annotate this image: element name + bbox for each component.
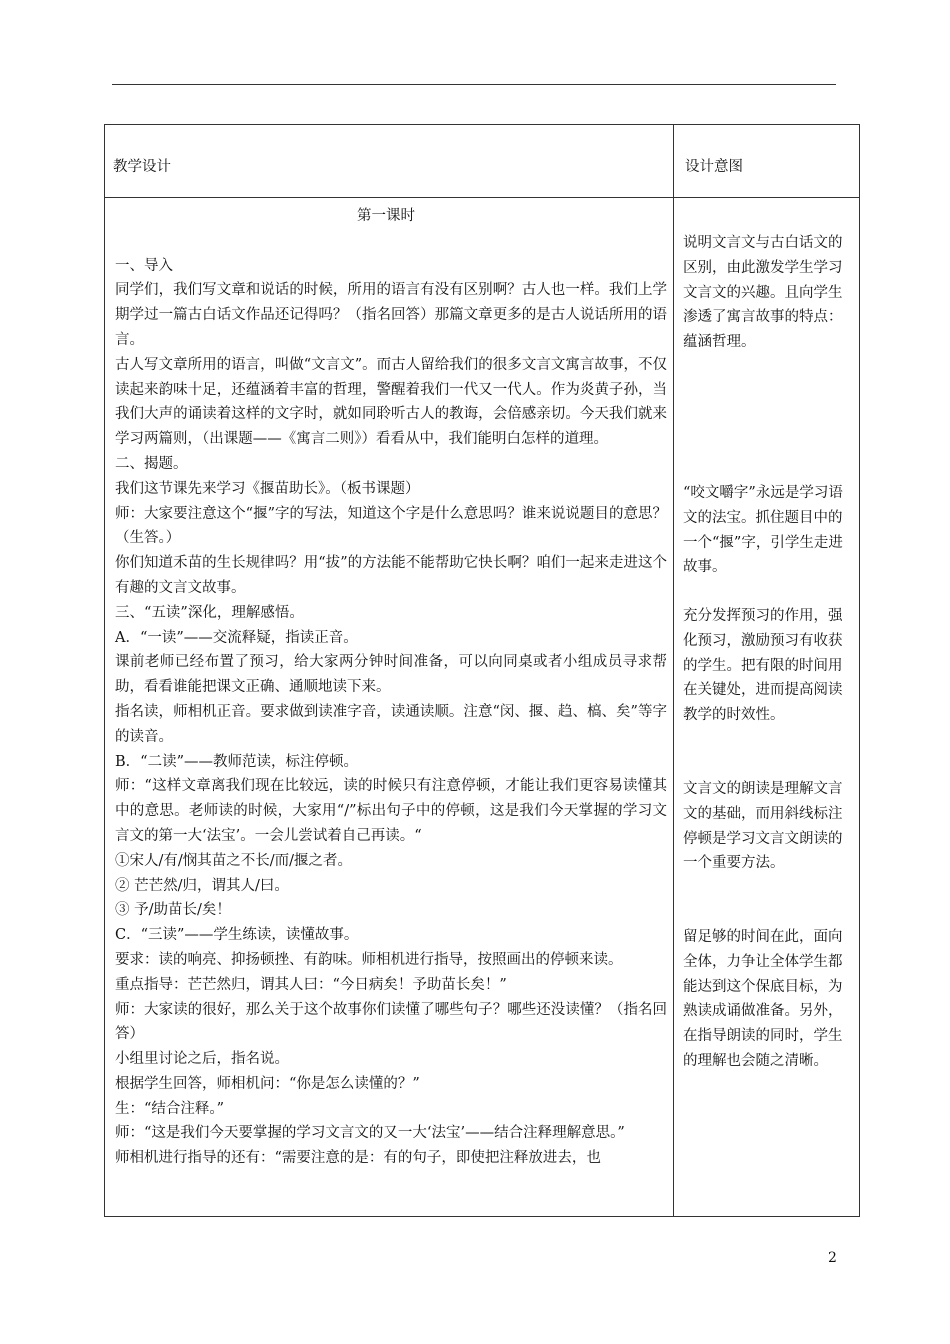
paragraph: 师：“这样文章离我们现在比较远，读的时候只有注意停顿，才能让我们更容易读懂其中的意思。老师读的时候，大家用“/”标出句子中的停顿，这是我们今天掌握的学习文言文的第一大‘法宝’。一会儿尝试着自己再读。“ xyxy=(115,778,667,844)
header-teaching-design: 教学设计 xyxy=(113,159,171,175)
design-note-pauses: 文言文的朗读是理解文言文的基础，而用斜线标注停顿是学习文言文朗读的一个重要方法。 xyxy=(683,781,843,872)
paragraph: 你们知道禾苗的生长规律吗？用“拔”的方法能不能帮助它快长啊？咱们一起来走进这个有趣的文言文故事。 xyxy=(115,555,667,596)
teaching-design-content xyxy=(115,204,667,1171)
page-number: 2 xyxy=(828,1250,837,1266)
paragraph: 重点指导：芒芒然归，谓其人曰：“今日病矣！予助苗长矣！” xyxy=(115,976,507,993)
paragraph: 根据学生回答，师相机问：“你是怎么读懂的？” xyxy=(115,1075,420,1092)
design-note-practice: 留足够的时间在此，面向全体，力争让全体学生都能达到这个保底目标，为熟读成诵做准备。另外，在指导朗读的同时，学生的理解也会随之清晰。 xyxy=(683,929,843,1069)
paragraph: 小组里讨论之后，指名说。 xyxy=(115,1051,289,1068)
subsection-heading: C．“三读”——学生练读，读懂故事。 xyxy=(115,927,359,944)
paragraph: 生：“结合注释。” xyxy=(115,1100,225,1117)
header-rule xyxy=(112,84,836,85)
example-sentence: ①宋人/有/悯其苗之不长/而/揠之者。 xyxy=(115,852,353,869)
paragraph: 师相机进行指导的还有：“需要注意的是：有的句子，即使把注释放进去，也 xyxy=(115,1150,601,1167)
paragraph: 师：大家要注意这个“揠”字的写法，知道这个字是什么意思吗？谁来说说题目的意思？（生答。） xyxy=(115,505,667,547)
column-divider xyxy=(673,125,674,1216)
paragraph: 师：“这是我们今天要掌握的学习文言文的又一大‘法宝’——结合注释理解意思。” xyxy=(115,1125,625,1142)
header-design-intent: 设计意图 xyxy=(685,159,743,175)
lesson-table xyxy=(104,124,860,1217)
subsection-heading: B．“二读”——教师范读，标注停顿。 xyxy=(115,753,358,770)
paragraph: 指名读，师相机正音。要求做到读准字音，读通读顺。注意“闵、揠、趋、槁、矣”等字的读音。 xyxy=(115,703,667,745)
paragraph: 我们这节课先来学习《揠苗助长》。（板书课题） xyxy=(115,480,420,497)
section-heading: 一、导入 xyxy=(115,257,173,274)
design-note-intro: 说明文言文与古白话文的区别，由此激发学生学习文言文的兴趣。且向学生渗透了寓言故事的特点：蕴涵哲理。 xyxy=(683,235,843,351)
paragraph: 同学们，我们写文章和说话的时候，所用的语言有没有区别啊？古人也一样。我们上学期学过一篇古白话文作品还记得吗？（指名回答）那篇文章更多的是古人说话所用的语言。 xyxy=(115,282,667,348)
example-sentence: ③ 予/助苗长/矣！ xyxy=(115,902,231,919)
paragraph: 课前老师已经布置了预习，给大家两分钟时间准备，可以向同桌或者小组成员寻求帮助，看看谁能把课文正确、通顺地读下来。 xyxy=(115,654,667,696)
example-sentence: ② 芒芒然/归，谓其人/曰。 xyxy=(115,877,289,894)
paragraph: 古人写文章所用的语言，叫做“文言文”。而古人留给我们的很多文言文寓言故事，不仅读起来韵味十足，还蕴涵着丰富的哲理，警醒着我们一代又一代人。作为炎黄子孙，当我们大声的诵读着这样的文字时，就如同聆听古人的教诲，会倍感亲切。今天我们就来学习两篇则，（出课题——《寓言二则》）看看从中，我们能明白怎样的道理。 xyxy=(115,356,667,448)
subsection-heading: A．“一读”——交流释疑，指读正音。 xyxy=(115,629,358,646)
paragraph: 要求：读的响亮、抑扬顿挫、有韵味。师相机进行指导，按照画出的停顿来读。 xyxy=(115,951,623,968)
header-divider xyxy=(105,197,859,198)
section-heading: 二、揭题。 xyxy=(115,455,188,472)
design-note-preview: 充分发挥预习的作用，强化预习，激励预习有收获的学生。把有限的时间用在关键处，进而提高阅读教学的时效性。 xyxy=(683,608,843,724)
blank-line xyxy=(115,229,667,254)
paragraph: 师：大家读的很好，那么关于这个故事你们读懂了哪些句子？哪些还没读懂？（指名回答） xyxy=(115,1001,667,1043)
section-heading: 三、“五读”深化，理解感悟。 xyxy=(115,604,304,621)
design-note-title: “咬文嚼字”永远是学习语文的法宝。抓住题目中的一个“揠”字，引学生走进故事。 xyxy=(683,485,843,576)
lesson-period-title: 第一课时 xyxy=(357,208,415,224)
